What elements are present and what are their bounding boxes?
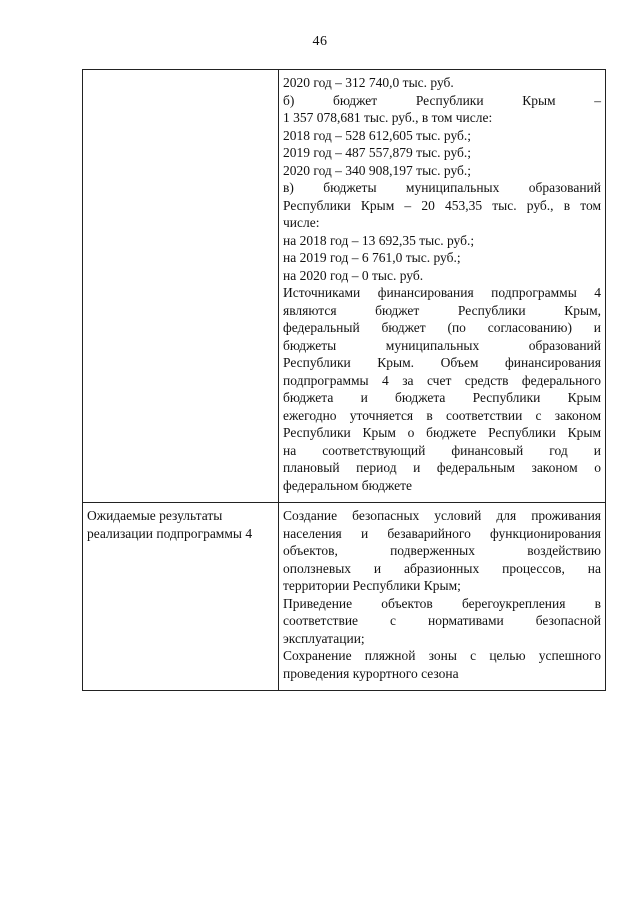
text-line: являются бюджет Республики Крым, xyxy=(283,302,601,318)
text-line: Республики Крым – 20 453,35 тыс. руб., в том xyxy=(283,197,601,213)
text-line: ежегодно уточняется в соответствии с законом xyxy=(283,407,601,423)
text-line: Создание безопасных условий для проживания xyxy=(283,508,601,523)
text-line: 2019 год – 487 557,879 тыс. руб.; xyxy=(283,145,472,160)
text-line: федеральном бюджете xyxy=(283,477,412,493)
text-line: бюджета и бюджета Республики Крым xyxy=(283,390,601,405)
text-line: проведения курортного сезона xyxy=(283,665,459,681)
row2-content-cell xyxy=(279,503,606,691)
row1-label-cell xyxy=(83,70,279,503)
expected-results-label xyxy=(87,507,274,542)
text-line: 2018 год – 528 612,605 тыс. руб.; xyxy=(283,127,472,143)
label-line: Ожидаемые результаты xyxy=(87,508,223,523)
text-line: в) бюджеты муниципальных образований xyxy=(283,180,601,195)
text-line: Республики Крым. Объем финансирования xyxy=(283,355,601,370)
text-line: бюджеты муниципальных образований xyxy=(283,337,601,353)
text-line: б) бюджет Республики Крым – xyxy=(283,92,601,108)
text-line: на 2018 год – 13 692,35 тыс. руб.; xyxy=(283,232,475,248)
text-line: Республики Крым о бюджете Республики Крым xyxy=(283,425,601,440)
expected-results-text xyxy=(283,507,601,682)
text-line: Источниками финансирования подпрограммы 4 xyxy=(283,285,601,300)
text-line: федеральный бюджет (по согласованию) и xyxy=(283,320,601,335)
table-row-expected-results xyxy=(83,503,606,691)
text-line: на 2019 год – 6 761,0 тыс. руб.; xyxy=(283,250,461,265)
text-line: подпрограммы 4 за счет средств федерального xyxy=(283,372,601,388)
text-line: 2020 год – 340 908,197 тыс. руб.; xyxy=(283,162,472,178)
text-line: плановый период и федеральным законом о xyxy=(283,460,601,475)
text-line: на соответствующий финансовый год и xyxy=(283,442,601,458)
text-line: числе: xyxy=(283,215,320,230)
text-line: 2020 год – 312 740,0 тыс. руб. xyxy=(283,75,454,90)
passport-table xyxy=(82,69,606,691)
row2-label-cell xyxy=(83,503,279,691)
text-line: территории Республики Крым; xyxy=(283,578,461,593)
text-line: на 2020 год – 0 тыс. руб. xyxy=(283,267,424,283)
table-row-financing xyxy=(83,70,606,503)
financing-text xyxy=(283,74,601,494)
text-line: соответствие с нормативами безопасной xyxy=(283,613,601,628)
label-line: реализации подпрограммы 4 xyxy=(87,525,253,541)
text-line: оползневых и абразионных процессов, на xyxy=(283,560,601,576)
row1-content-cell xyxy=(279,70,606,503)
text-line: 1 357 078,681 тыс. руб., в том числе: xyxy=(283,110,493,125)
text-line: Приведение объектов берегоукрепления в xyxy=(283,595,601,611)
text-line: эксплуатации; xyxy=(283,630,365,646)
text-line: объектов, подверженных воздействию xyxy=(283,543,601,558)
text-line: населения и безаварийного функционирования xyxy=(283,525,601,541)
page-number: 46 xyxy=(312,34,328,49)
text-line: Сохранение пляжной зоны с целью успешного xyxy=(283,648,601,663)
